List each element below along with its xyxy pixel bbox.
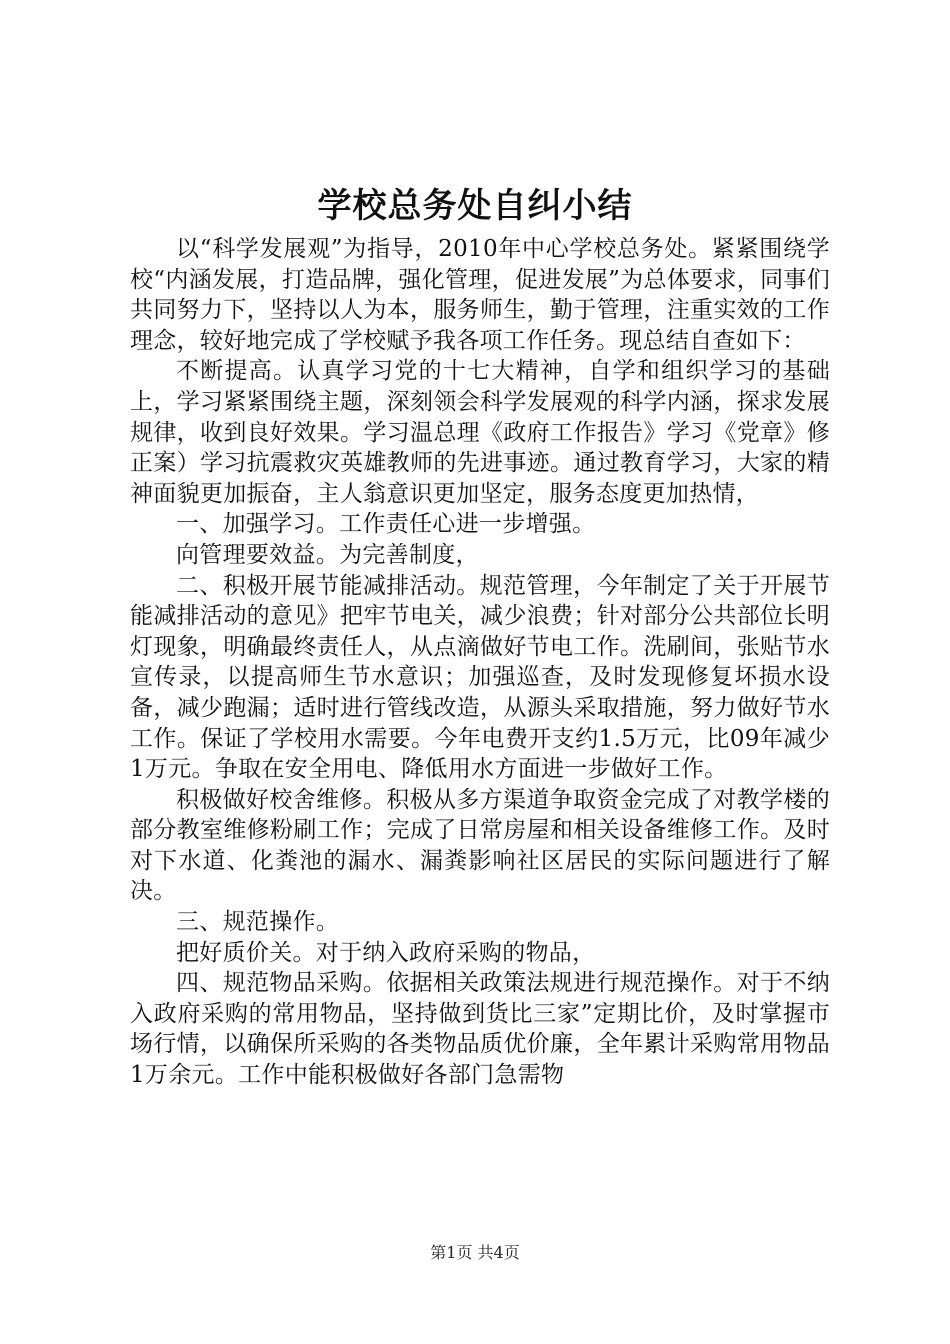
paragraph-maintenance: 积极做好校舍维修。积极从多方渠道争取资金完成了对教学楼的部分教室维修粉刷工作；完成了日常房屋和相关设备维修工作。及时对下水道、化粪池的漏水、漏粪影响社区居民的实际问题进行了解决。 [130,786,830,905]
document-title: 学校总务处自纠小结 [317,186,633,226]
paragraph-heading-3: 三、规范操作。 [176,909,340,936]
paragraph-energy-saving: 二、积极开展节能减排活动。规范管理，今年制定了关于开展节能减排活动的意见》把牢节电关，减少浪费；针对部分公共部位长明灯现象，明确最终责任人，从点滴做好节电工作。洗刷间，张贴节水宣传录，以提高师生节水意识；加强巡查，及时发现修复坏损水设备，减少跑漏；适时进行管线改造，从源头采取措施，努力做好节水工作。保证了学校用水需要。今年电费开支约1.5万元，比09年减少1万元。争取在安全用电、降低用水方面进一步做好工作。 [130,572,830,783]
document-body [130,234,830,1091]
paragraph-quality: 把好质价关。对于纳入政府采购的物品， [176,939,596,966]
page-number-footer: 第1页 共4页 [430,1243,520,1262]
paragraph-heading-1: 一、加强学习。工作责任心进一步增强。 [176,511,596,538]
paragraph-study: 不断提高。认真学习党的十七大精神，自学和组织学习的基础上，学习紧紧围绕主题，深刻领会科学发展观的科学内涵，探求发展规律，收到良好效果。学习温总理《政府工作报告》学习《党章》修正案）学习抗震救灾英雄教师的先进事迹。通过教育学习，大家的精神面貌更加振奋，主人翁意识更加坚定，服务态度更加热情， [130,358,830,507]
paragraph-intro: 以“科学发展观”为指导，2010年中心学校总务处。紧紧围绕学校“内涵发展，打造品牌，强化管理，促进发展”为总体要求，同事们共同努力下，坚持以人为本，服务师生，勤于管理，注重实效的工作理念，较好地完成了学校赋予我各项工作任务。现总结自查如下： [130,236,830,354]
paragraph-procurement: 四、规范物品采购。依据相关政策法规进行规范操作。对于不纳入政府采购的常用物品，坚持做到货比三家”定期比价，及时掌握市场行情，以确保所采购的各类物品质优价廉，全年累计采购常用物品1万余元。工作中能积极做好各部门急需物 [130,970,830,1089]
paragraph-management: 向管理要效益。为完善制度， [176,541,479,568]
